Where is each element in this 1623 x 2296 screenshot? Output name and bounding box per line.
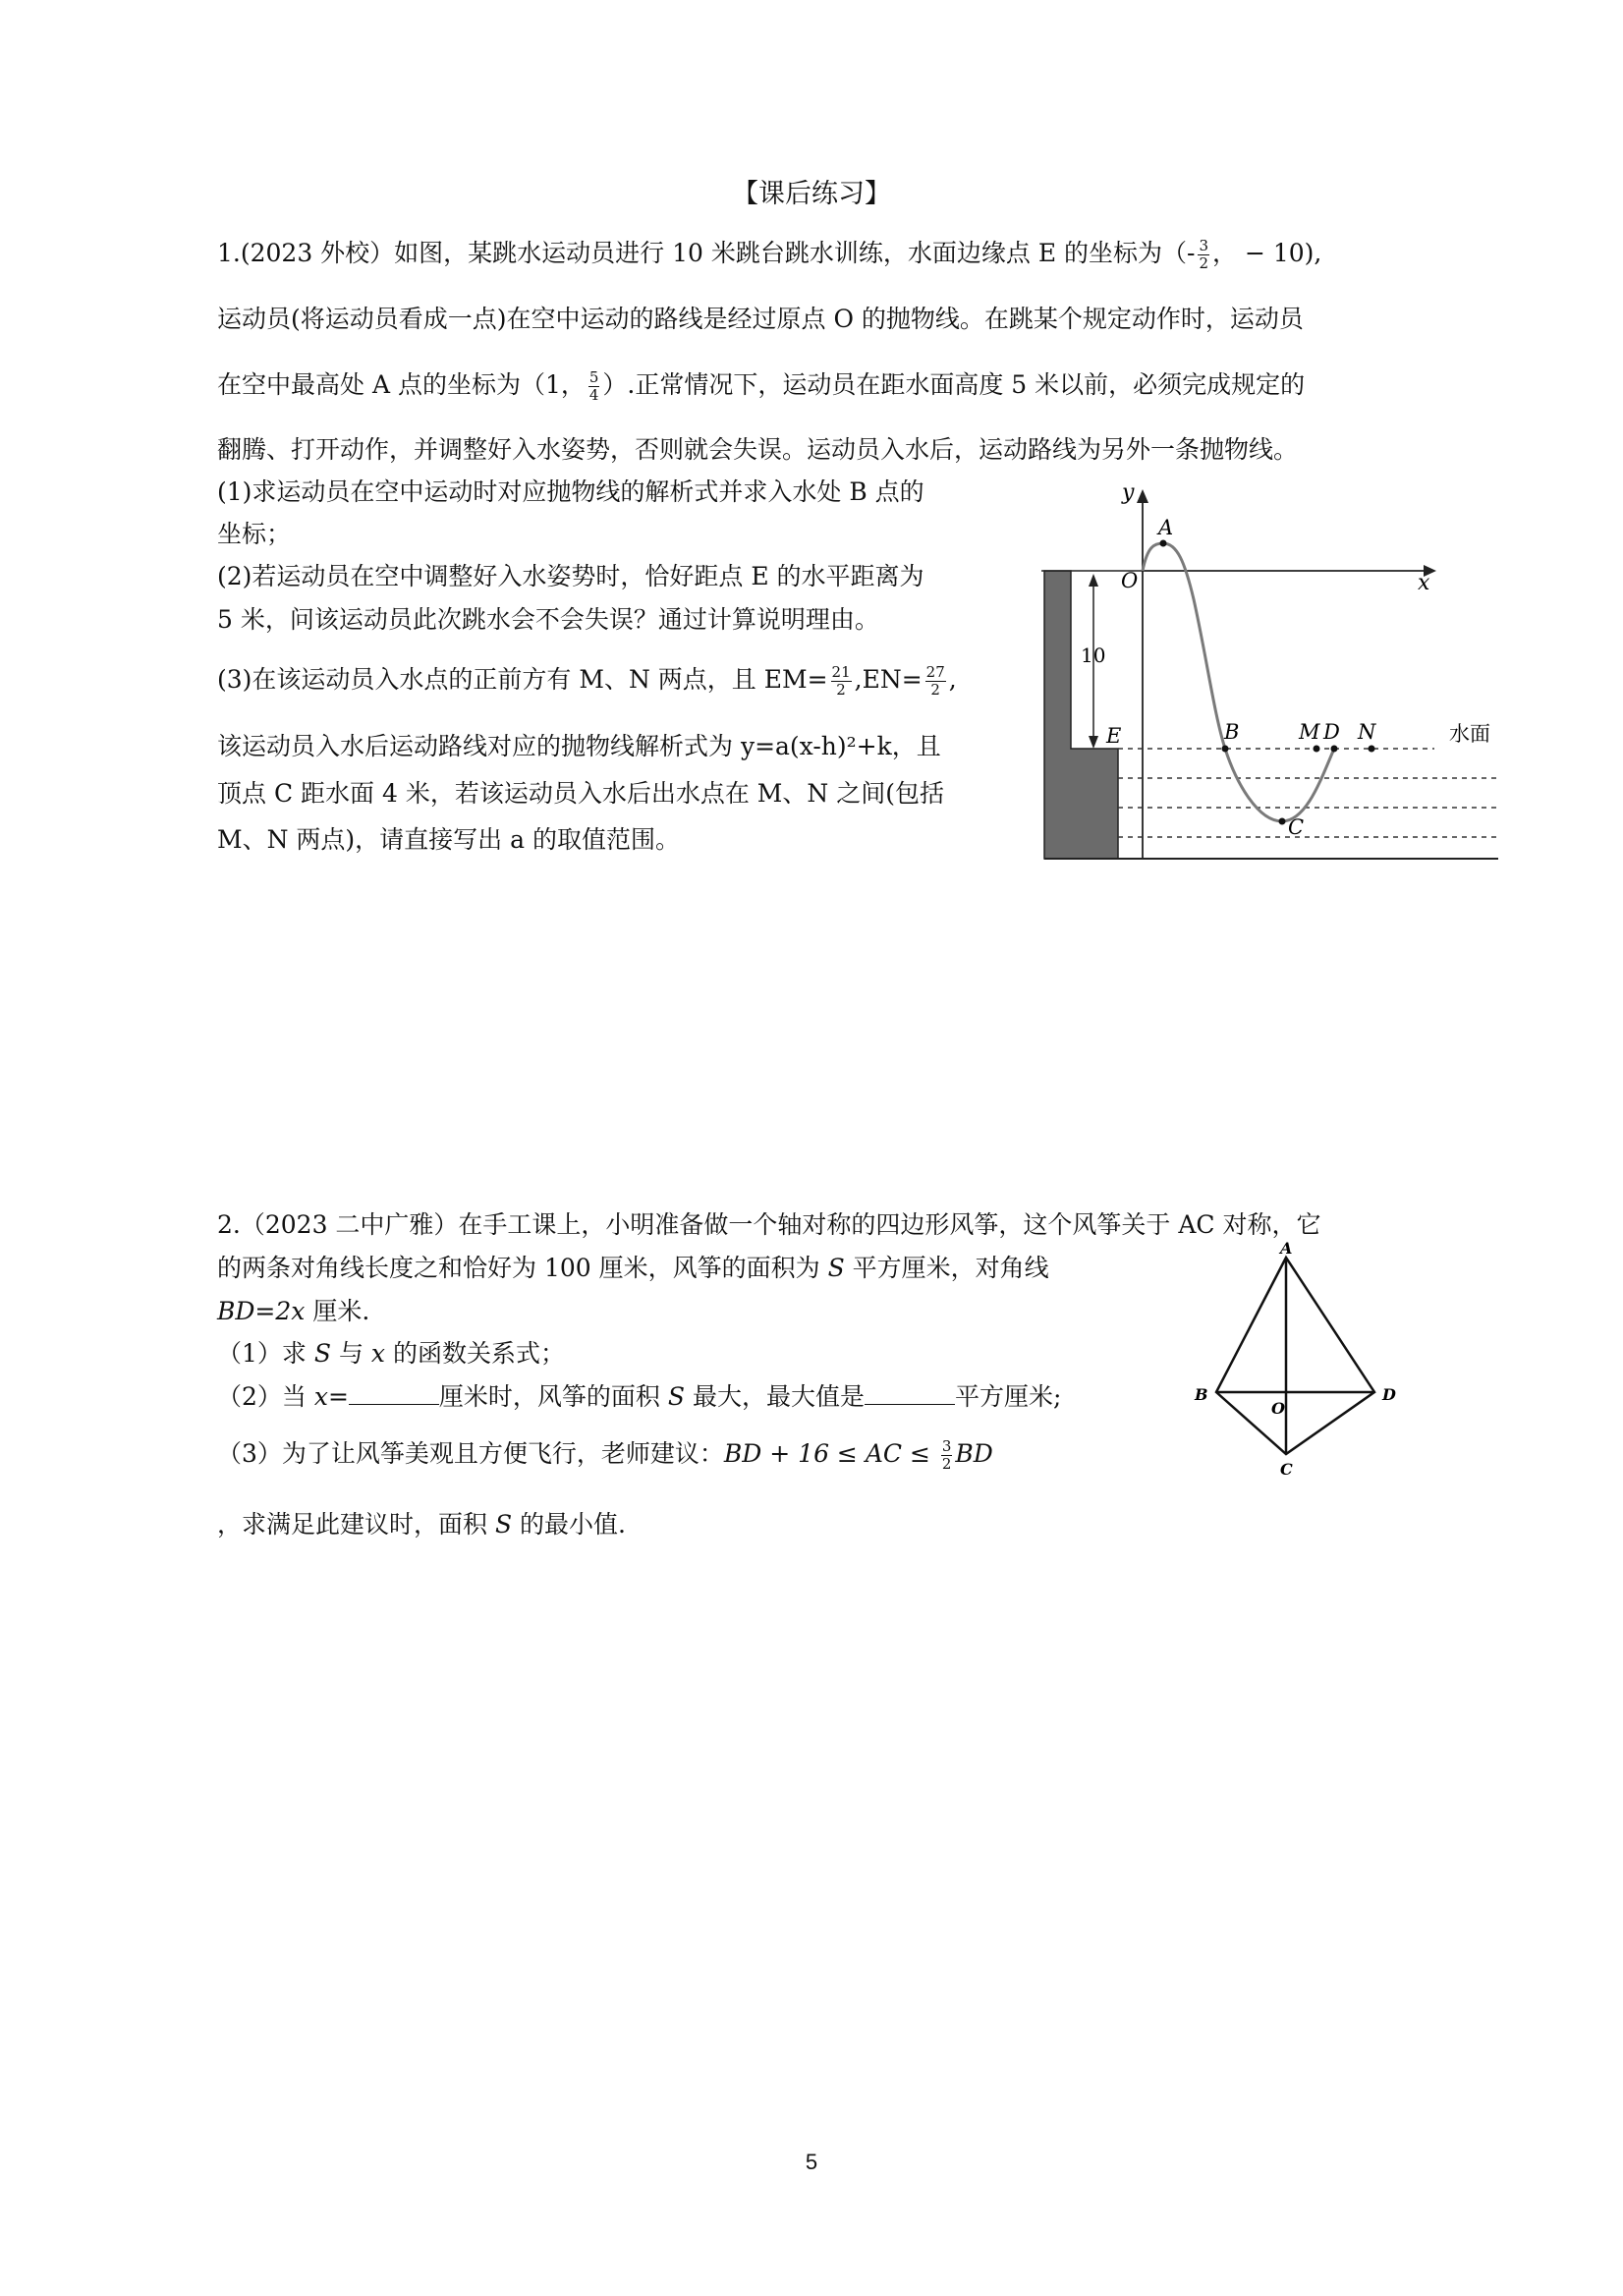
point-m (1314, 746, 1320, 753)
q1-line-2: 运动员(将运动员看成一点)在空中运动的路线是经过原点 O 的抛物线。在跳某个规定动作时，运动员 (217, 305, 1304, 333)
dimension-arrow-up (1089, 574, 1098, 587)
q1-line-1: 1.(2023 外校）如图，某跳水运动员进行 10 米跳台跳水训练，水面边缘点 E 的坐标为（- $\frac{3}{2}$ ， − 10), (217, 237, 1322, 272)
q2-line-2: 的两条对角线长度之和恰好为 100 厘米，风筝的面积为 S 平方厘米，对角线 (217, 1254, 1049, 1282)
answer-blank-x[interactable] (349, 1384, 439, 1405)
fraction-5-4: $\frac{5}{4}$ (588, 368, 599, 404)
y-axis-arrow (1137, 489, 1148, 503)
fraction-3-2-bd: $\frac{3}{2}$ (941, 1437, 952, 1473)
x-axis-label: x (1418, 571, 1430, 595)
answer-blank-max[interactable] (865, 1384, 955, 1405)
point-d (1331, 746, 1338, 753)
kite-label-d: D (1382, 1385, 1396, 1404)
q2-part-3b: ，求满足此建议时，面积 S 的最小值. (217, 1510, 626, 1539)
point-b (1222, 746, 1229, 753)
point-c (1279, 818, 1286, 825)
q1-line-3: 在空中最高处 A 点的坐标为（1， $\frac{5}{4}$ ）.正常情况下，运动员在距水面高度 5 米以前，必须完成规定的 (217, 368, 1306, 404)
q1-part-2b: 5 米，问该运动员此次跳水会不会失误？通过计算说明理由。 (217, 605, 879, 634)
q1-part-3d: M、N 两点)，请直接写出 a 的取值范围。 (217, 825, 680, 854)
water-surface-label: 水面 (1449, 722, 1490, 746)
section-title: 【课后练习】 (732, 179, 891, 209)
q1-part-1a: (1)求运动员在空中运动时对应抛物线的解析式并求入水处 B 点的 (217, 477, 924, 506)
q1-part-1b: 坐标； (217, 520, 292, 548)
point-n (1369, 746, 1375, 753)
q1-part-2a: (2)若运动员在空中调整好入水姿势时，恰好距点 E 的水平距离为 (217, 562, 924, 590)
kite-outline (1216, 1258, 1374, 1454)
page-number: 5 (805, 2150, 818, 2174)
diving-trajectory (1143, 543, 1334, 821)
label-n: N (1358, 720, 1376, 744)
label-c: C (1288, 815, 1305, 839)
q2-part-3: （3）为了让风筝美观且方便飞行，老师建议：BD + 16 ≤ AC ≤ $\frac{3}{2}$ BD (217, 1437, 993, 1473)
point-a (1160, 540, 1167, 547)
q1-line-4: 翻腾、打开动作，并调整好入水姿势，否则就会失误。运动员入水后，运动路线为另外一条抛物线。 (217, 435, 1299, 464)
kite-label-o: O (1271, 1399, 1285, 1418)
diving-diagram (1032, 479, 1503, 863)
fraction-21-2: $\frac{21}{2}$ (831, 663, 851, 699)
q1-part-3a: (3)在该运动员入水点的正前方有 M、N 两点，且 EM= $\frac{21}{2}$ ,EN= $\frac{27}{2}$ , (217, 663, 957, 699)
fraction-3-2: $\frac{3}{2}$ (1199, 237, 1209, 272)
fraction-27-2: $\frac{27}{2}$ (925, 663, 945, 699)
diving-platform (1044, 571, 1118, 859)
origin-label: O (1121, 569, 1139, 592)
kite-label-a: A (1280, 1239, 1293, 1258)
q2-part-1: （1）求 S 与 x 的函数关系式； (217, 1339, 565, 1368)
dimension-arrow-down (1089, 736, 1098, 749)
label-d: D (1323, 720, 1340, 744)
q2-part-2: （2）当 x= 厘米时，风筝的面积 S 最大，最大值是 平方厘米; (217, 1382, 1062, 1411)
kite-label-c: C (1280, 1460, 1293, 1479)
label-a: A (1158, 516, 1174, 539)
q1-part-3c: 顶点 C 距水面 4 米，若该运动员入水后出水点在 M、N 之间(包括 (217, 779, 944, 808)
label-b: B (1224, 720, 1240, 744)
y-axis-label: y (1122, 480, 1135, 505)
height-label: 10 (1081, 644, 1106, 667)
kite-label-b: B (1195, 1385, 1208, 1404)
kite-diagram (1179, 1236, 1415, 1482)
q2-line-3: BD=2x 厘米. (217, 1297, 370, 1325)
q1-part-3b: 该运动员入水后运动路线对应的抛物线解析式为 y=a(x-h)²+k，且 (217, 732, 941, 760)
label-e: E (1106, 724, 1122, 748)
label-m: M (1299, 720, 1320, 744)
q2-line-1: 2.（2023 二中广雅）在手工课上，小明准备做一个轴对称的四边形风筝，这个风筝关于 AC 对称，它 (217, 1210, 1321, 1239)
